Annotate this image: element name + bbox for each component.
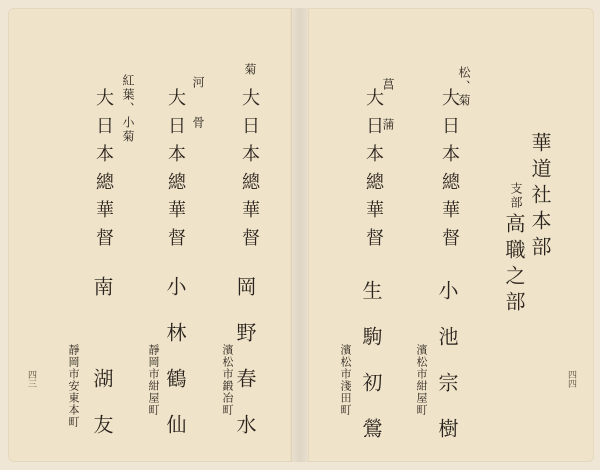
section-heading-line1: 華道社本部 [528,132,552,262]
person-name: 小林鶴仙 [163,276,187,460]
flower-label: 菖 蒲 [381,78,395,138]
flower-label: 菊 [243,63,257,77]
section-heading-line3: 高職之部 [502,213,526,317]
section-heading-sub: 支部 [509,182,523,210]
person-name: 岡野春水 [233,276,257,460]
book-gutter [290,8,310,462]
rank-title: 大日本總華督 [363,88,384,256]
rank-title: 大日本總華督 [439,88,460,256]
address: 濱松市紺屋町 [415,344,428,416]
person-name: 南 湖友 [90,276,114,460]
page-number: 四三 [26,370,36,388]
rank-title: 大日本總華督 [165,88,186,256]
flower-label: 紅葉、小菊 [121,74,135,144]
person-name: 生駒初鶯 [359,280,383,464]
address: 靜岡市安東本町 [67,344,80,428]
address: 靜岡市紺屋町 [147,344,160,416]
flower-label: 松、菊 [457,66,471,108]
address: 濱松市淺田町 [339,344,352,416]
address: 濱松市鍛冶町 [221,344,234,416]
rank-title: 大日本總華督 [93,88,114,256]
flower-label: 河 骨 [191,76,205,136]
right-page [308,8,594,462]
page-number: 四四 [566,370,576,388]
rank-title: 大日本總華督 [239,88,260,256]
person-name: 小池宗樹 [435,280,459,464]
left-page [8,8,292,462]
